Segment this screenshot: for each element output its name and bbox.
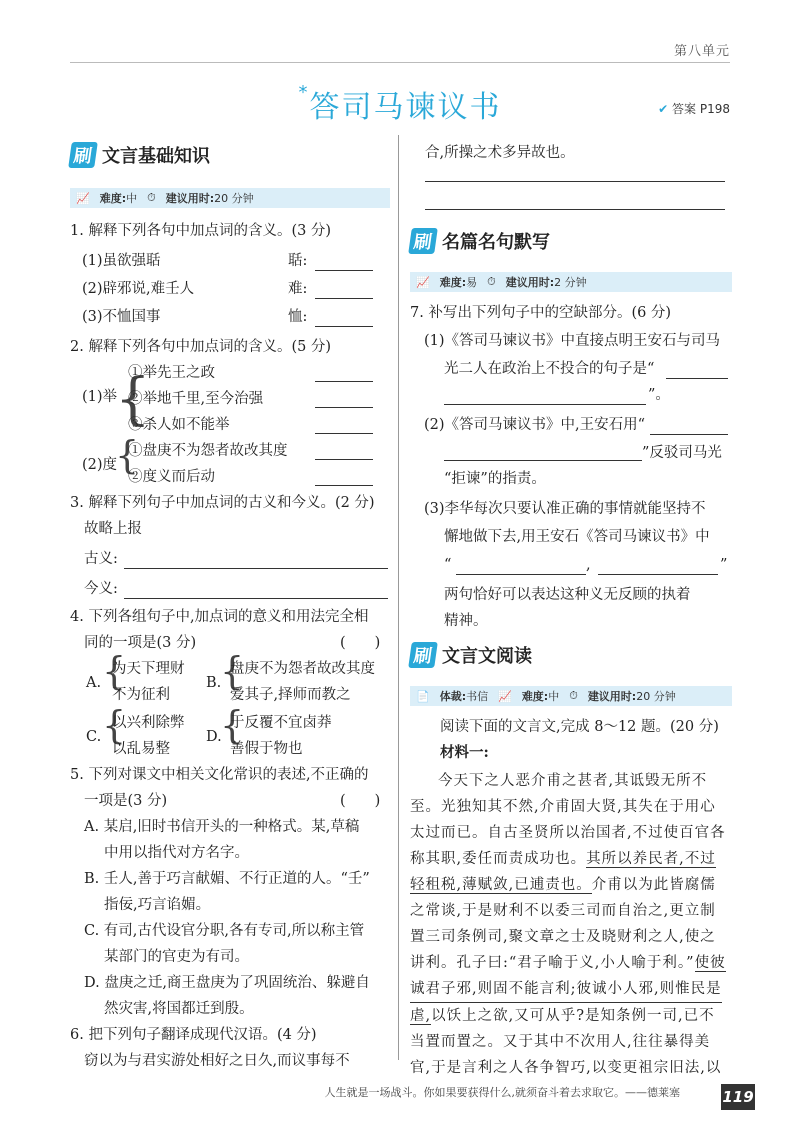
q3-sentence: 故略上报 [84,521,142,537]
answer-ref: ✔ 答案 P198 [658,102,730,116]
q7-part2-end: “拒谏”的指责。 [444,471,546,487]
answer-blank[interactable] [315,407,373,408]
option-c-line: 以乱易整 [112,741,170,757]
brace-icon: { [102,649,127,693]
difficulty-icon: 📈 [416,275,430,289]
q7-part3-end: 精神。 [444,613,488,629]
answer-line[interactable] [425,209,725,210]
q2-group-label: (1)举 [82,389,118,405]
option-a-cont: 中用以指代对方名字。 [104,845,249,861]
material-label: 材料一: [440,744,489,761]
document-icon: 📄 [416,689,430,703]
section-title: 名篇名句默写 [442,232,550,253]
q2-item: ③杀人如不能举 [128,417,230,433]
answer-blank[interactable] [666,378,728,379]
meta-bar: 📈 难度: 中 ⏱ 建议用时: 20 分钟 [70,188,390,208]
q2-item: ②举地千里,至今治强 [128,391,264,407]
passage-line: 至。光独知其不然,介甫固大贤,其失在于用心 [410,799,716,815]
option-c[interactable]: C. 有司,古代设官分职,各有专司,所以称主管 [84,923,365,939]
q1-item: (2)辟邪说,难壬人 [82,281,195,297]
q1-key: 恤: [288,309,308,325]
clock-icon: ⏱ [147,191,156,204]
q3-jin-label: 今义: [84,581,118,597]
option-c-cont: 某部门的官吏为有司。 [104,949,249,965]
q5-stem-cont: 一项是(3 分) [84,793,168,809]
meta-bar: 📈 难度: 易 ⏱ 建议用时: 2 分钟 [410,272,732,292]
brush-icon: 刷 [408,642,438,668]
brace-icon: { [220,649,245,693]
answer-paren[interactable]: ( ) [340,635,381,651]
brush-icon: 刷 [68,142,98,168]
q1-item: (1)虽欲强聒 [82,253,161,269]
option-d-line: 善假于物也 [230,741,303,757]
q2-group-label: (2)度 [82,457,118,473]
q7-part3-cont: 两句恰好可以表达这种义无反顾的执着 [444,587,691,603]
question-3: 3. 解释下列句子中加点词的古义和今义。(2 分) [70,495,375,511]
unit-label: 第八单元 [673,44,730,59]
brace-icon: { [115,433,140,477]
section-title: 文言基础知识 [102,146,210,167]
answer-blank[interactable] [124,568,388,569]
passage-line: 今天下之人恶介甫之甚者,其诋毁无所不 [438,773,708,789]
option-b-cont: 指佞,巧言谄媚。 [104,897,211,913]
question-2: 2. 解释下列各句中加点词的含义。(5 分) [70,339,332,355]
option-b-line: 盘庚不为怨者故改其度 [230,661,375,677]
passage-line: 之常谈,于是财利不以委三司而自治之,更立制 [410,903,716,919]
q7-part1-end: ”。 [648,387,670,403]
q4-stem-cont: 同的一项是(3 分) [84,635,197,651]
question-1: 1. 解释下列各句中加点词的含义。(3 分) [70,223,332,239]
passage-line: 称其职,委任而责成功也。其所以养民者,不过 [410,851,716,867]
q7-part3-cont: 懈地做下去,用王安石《答司马谏议书》中 [444,529,710,545]
answer-blank[interactable] [315,270,373,271]
brace-icon: { [220,703,245,747]
passage-line: 轻租税,薄赋敛,已逋责也。介甫以为此皆腐儒 [410,877,716,893]
answer-blank[interactable] [124,598,388,599]
option-d-label[interactable]: D. [206,729,222,745]
answer-blank[interactable] [315,433,373,434]
meta-bar: 📄 体裁: 书信 📈 难度: 中 ⏱ 建议用时: 20 分钟 [410,686,732,706]
answer-blank[interactable] [456,574,586,575]
column-divider [398,135,399,1060]
q7-part1-cont: 光二人在政治上不投合的句子是“ [444,361,655,377]
clock-icon: ⏱ [487,275,496,288]
answer-blank[interactable] [598,574,718,575]
q1-key: 聒: [288,253,308,269]
page-title: *答司马谏议书 [298,82,502,125]
q7-open-quote: “ [444,557,452,573]
q6-sentence: 窃以为与君实游处相好之日久,而议事每不 [84,1053,350,1069]
answer-blank[interactable] [650,434,728,435]
section-basic-knowledge [70,142,210,168]
option-a-line: 为天下理财 [112,661,185,677]
option-c-label[interactable]: C. [86,729,102,745]
q7-close-quote: ” [720,557,728,573]
option-c-line: 以兴利除弊 [112,715,185,731]
q7-part3: (3)李华每次只要认准正确的事情就能坚持不 [424,501,706,517]
option-b-label[interactable]: B. [206,675,222,691]
difficulty-icon: 📈 [76,191,90,205]
section-famous-lines [410,228,550,254]
option-d-cont: 然灾害,将国都迁到殷。 [104,1001,254,1017]
q7-part2: (2)《答司马谏议书》中,王安石用“ [424,417,646,433]
answer-blank[interactable] [315,485,373,486]
passage-line: 讲利。孔子曰:“君子喻于义,小人喻于利。”使彼 [410,955,726,971]
question-5: 5. 下列对课文中相关文化常识的表述,不正确的 [70,767,369,783]
brush-icon: 刷 [408,228,438,254]
passage-line: 诚君子邪,则固不能言利;彼诚小人邪,则惟民是 [410,976,722,1003]
question-4: 4. 下列各组句子中,加点词的意义和用法完全相 [70,609,369,625]
answer-blank[interactable] [315,298,373,299]
question-7: 7. 补写出下列句子中的空缺部分。(6 分) [410,305,672,321]
section-reading [410,642,532,668]
answer-paren[interactable]: ( ) [340,793,381,809]
check-icon: ✔ [658,102,669,116]
q7-part1: (1)《答司马谏议书》中直接点明王安石与司马 [424,333,721,349]
q7-part2-cont: ”反驳司马光 [642,445,722,461]
section-title: 文言文阅读 [442,646,532,667]
option-d[interactable]: D. 盘庚之迁,商王盘庚为了巩固统治、躲避自 [84,975,370,991]
answer-blank[interactable] [444,404,646,405]
answer-blank[interactable] [315,326,373,327]
q1-item: (3)不恤国事 [82,309,161,325]
option-b[interactable]: B. 壬人,善于巧言献媚、不行正道的人。“壬” [84,871,370,887]
q7-comma: , [586,557,591,573]
q2-item: ①盘庚不为怨者故改其度 [128,443,288,459]
brace-icon: { [115,367,151,432]
q2-item: ①举先王之政 [128,365,215,381]
answer-line[interactable] [425,181,725,182]
option-d-line: 于反覆不宜卤莽 [230,715,332,731]
option-a-line: 不为征利 [112,687,170,703]
passage-line: 当置而置之。又于其中不次用人,往往暴得美 [410,1034,711,1050]
q2-item: ②度义而后动 [128,469,215,485]
footer-quote: 人生就是一场战斗。你如果要获得什么,就须奋斗着去求取它。——德莱塞 [324,1086,680,1099]
answer-blank[interactable] [315,381,373,382]
difficulty-icon: 📈 [498,689,512,703]
passage-line: 官,于是言利之人各争智巧,以变更祖宗旧法,以 [410,1060,722,1076]
header-rule [70,62,730,63]
q3-gu-label: 古义: [84,551,118,567]
answer-blank[interactable] [444,460,642,461]
clock-icon: ⏱ [569,689,578,702]
answer-blank[interactable] [315,459,373,460]
question-6: 6. 把下列句子翻译成现代汉语。(4 分) [70,1027,317,1043]
page-number: 119 [721,1084,755,1110]
option-a-label[interactable]: A. [86,675,102,691]
option-a[interactable]: A. 某启,旧时书信开头的一种格式。某,草稿 [84,819,360,835]
reading-intro: 阅读下面的文言文,完成 8～12 题。(20 分) [440,719,719,735]
passage-line: 虐,以饫上之欲,又可从乎?是知条例一司,已不 [410,1008,715,1024]
q1-key: 难: [288,281,308,297]
passage-line: 太过而已。自古圣贤所以治国者,不过使百官各 [410,825,726,841]
q6-sentence-cont: 合,所操之术多异故也。 [425,145,575,161]
brace-icon: { [102,703,127,747]
passage [410,768,730,1081]
option-b-line: 爱其子,择师而教之 [230,687,351,703]
passage-line: 置三司条例司,聚文章之士及晓财利之人,使之 [410,929,716,945]
